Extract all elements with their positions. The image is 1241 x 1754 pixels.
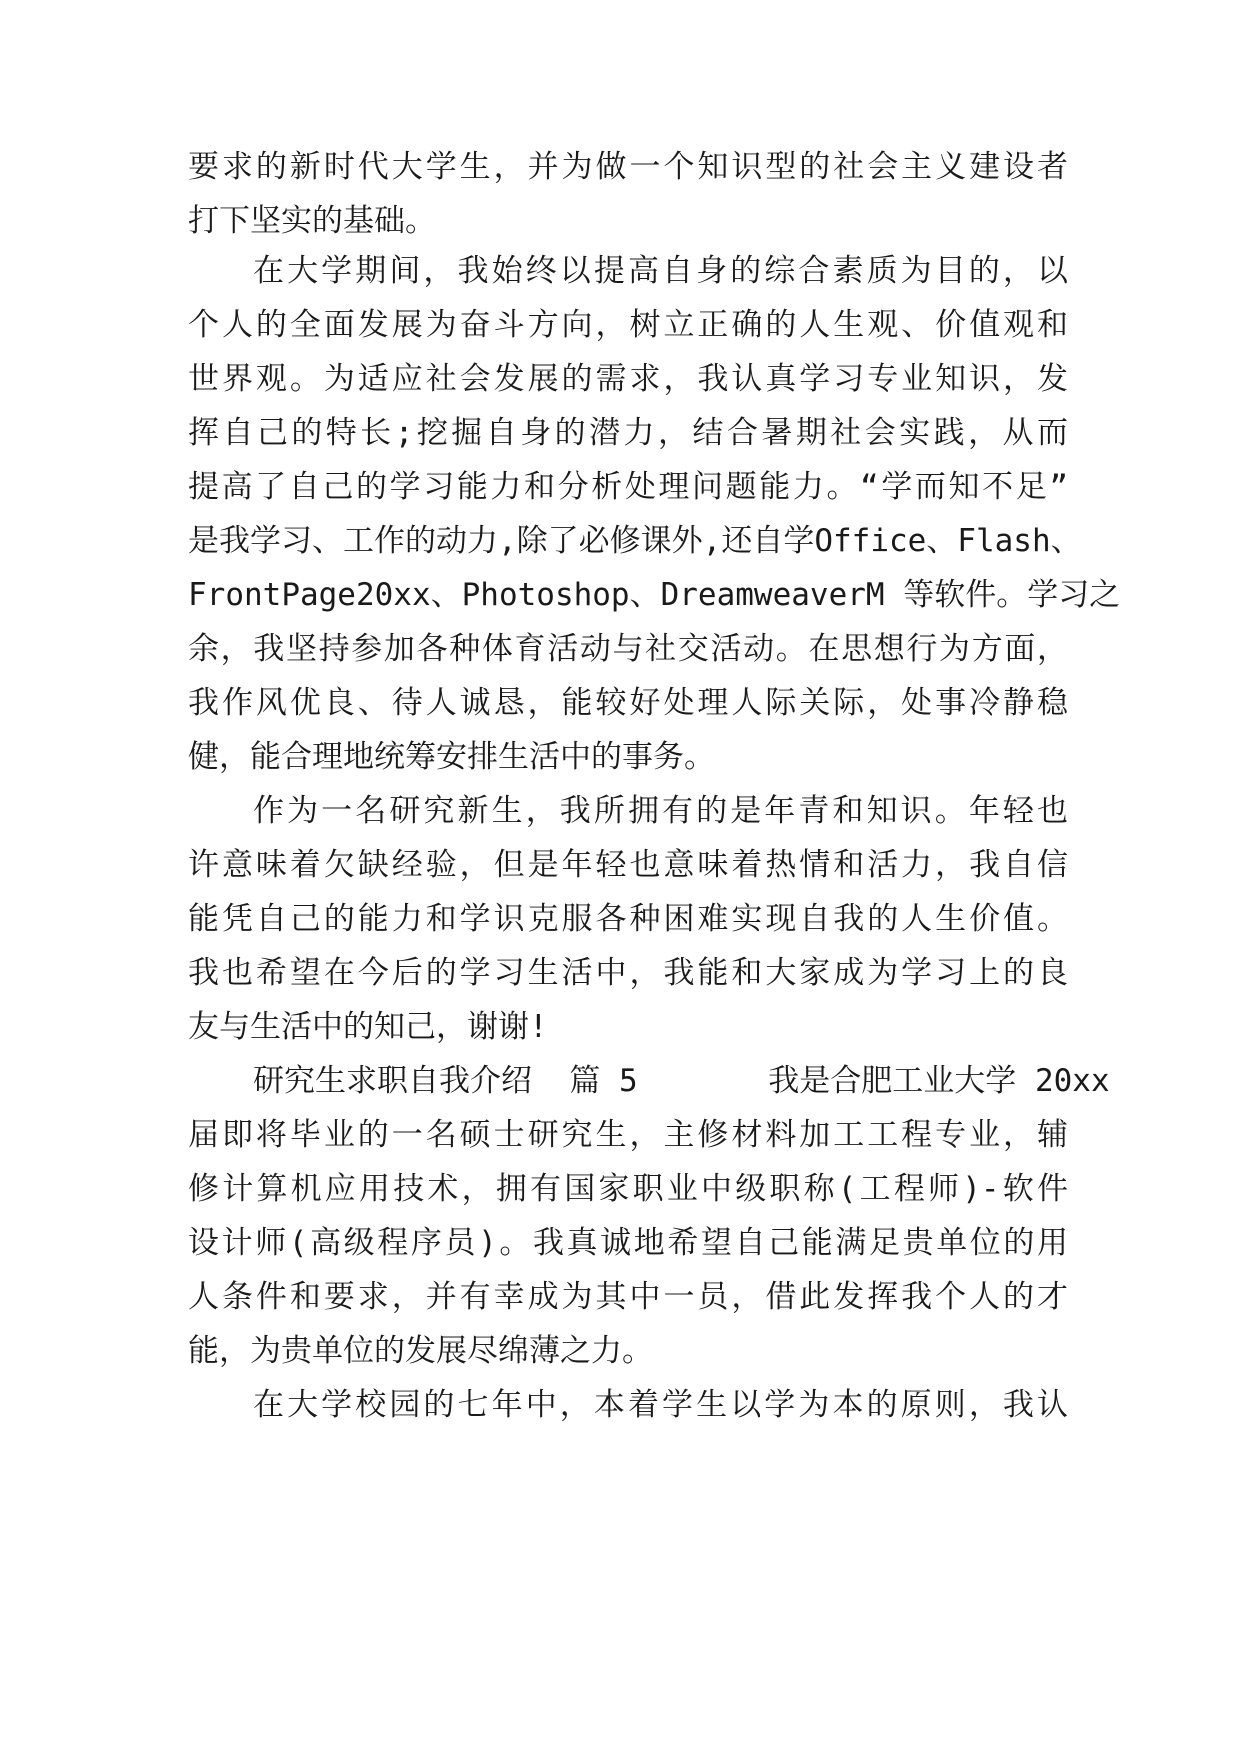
text-line: 健，能合理地统筹安排生活中的事务。: [188, 739, 715, 775]
text-line: 提高了自己的学习能力和分析处理问题能力。“学而知不足”: [188, 469, 1068, 505]
text-line: 我也希望在今后的学习生活中，我能和大家成为学习上的良: [188, 955, 1068, 991]
text-line: 许意味着欠缺经验，但是年轻也意味着热情和活力，我自信: [188, 847, 1068, 883]
text-line: 打下坚实的基础。: [188, 203, 436, 239]
text-line: 是我学习、工作的动力,除了必修课外,还自学Office、Flash、: [188, 523, 1082, 559]
section-heading-line: 研究生求职自我介绍 篇 5 我是合肥工业大学 20xx: [253, 1063, 1110, 1099]
text-line: 友与生活中的知己，谢谢!: [188, 1009, 548, 1045]
text-line: 要求的新时代大学生，并为做一个知识型的社会主义建设者: [188, 149, 1068, 185]
text-line: 世界观。为适应社会发展的需求，我认真学习专业知识，发: [188, 361, 1068, 397]
paragraph-first-line: 在大学期间，我始终以提高自身的综合素质为目的，以: [253, 253, 1068, 289]
text-line: 余，我坚持参加各种体育活动与社交活动。在思想行为方面，: [188, 631, 1068, 667]
text-line: 能，为贵单位的发展尽绵薄之力。: [188, 1333, 653, 1369]
text-line: 能凭自己的能力和学识克服各种困难实现自我的人生价值。: [188, 901, 1068, 937]
text-line: 设计师(高级程序员)。我真诚地希望自己能满足贵单位的用: [188, 1225, 1068, 1261]
paragraph-first-line: 作为一名研究新生，我所拥有的是年青和知识。年轻也: [253, 793, 1068, 829]
text-line: 人条件和要求，并有幸成为其中一员，借此发挥我个人的才: [188, 1279, 1068, 1315]
text-line: 个人的全面发展为奋斗方向，树立正确的人生观、价值观和: [188, 307, 1068, 343]
paragraph-first-line: 在大学校园的七年中，本着学生以学为本的原则，我认: [253, 1387, 1068, 1423]
text-line: 我作风优良、待人诚恳，能较好处理人际关际，处事冷静稳: [188, 685, 1068, 721]
text-line: 届即将毕业的一名硕士研究生，主修材料加工工程专业，辅: [188, 1117, 1068, 1153]
text-line: 修计算机应用技术，拥有国家职业中级职称(工程师)-软件: [188, 1171, 1068, 1207]
text-line: 挥自己的特长;挖掘自身的潜力，结合暑期社会实践，从而: [188, 415, 1068, 451]
text-line: FrontPage20xx、Photoshop、DreamweaverM 等软件。学习之: [188, 577, 1121, 613]
